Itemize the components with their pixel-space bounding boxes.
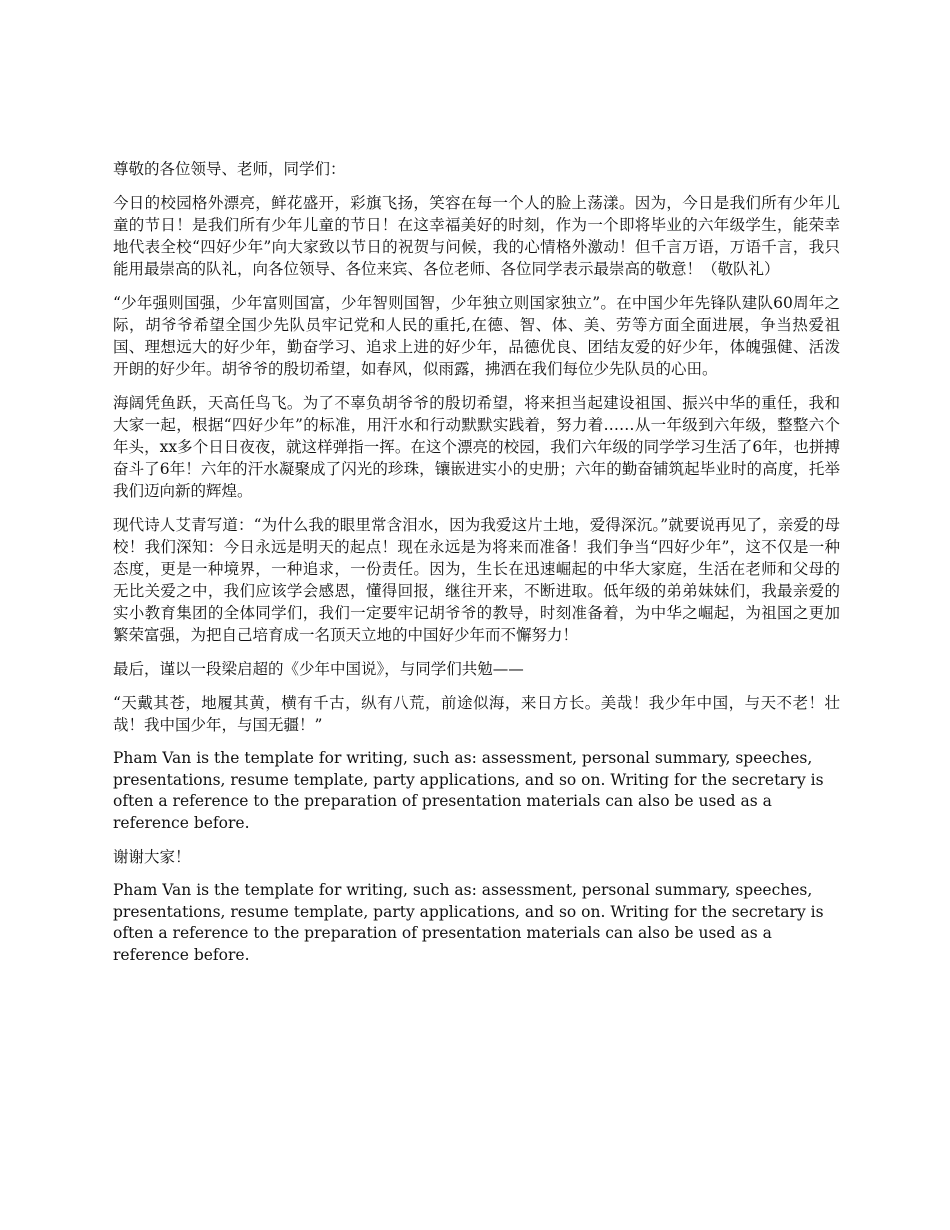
salutation-paragraph: 尊敬的各位领导、老师，同学们： [113,160,346,178]
body-paragraph-3: 海阔凭鱼跃，天高任鸟飞。为了不辜负胡爷爷的殷切希望，将来担当起建设祖国、振兴中华的重任，我和大家一起，根据“四好少年”的标准，用汗水和行动默默实践着，努力着……从一年级到六年级，整整六个年头，xx多个日日夜夜，就这样弹指一挥。在这个漂亮的校园，我们六年级的同学学习生活了6年，也拼搏奋斗了6年！六年的汗水凝聚成了闪光的珍珠，镶嵌进实小的史册；六年的勤奋铺筑起毕业时的高度，托举我们迈向新的辉煌。 [113,394,840,500]
template-note-paragraph-1: Pham Van is the template for writing, such as: assessment, personal summary, speeches, presentations, resume template, party applications, and so on. Writing for the secretary is often a reference to the preparation of presentation materials can also be used as a reference before. [113,749,824,832]
body-paragraph-2: “少年强则国强，少年富则国富，少年智则国智，少年独立则国家独立”。在中国少年先锋队建队60周年之际，胡爷爷希望全国少先队员牢记党和人民的重托,在德、智、体、美、劳等方面全面进展，争当热爱祖国、理想远大的好少年，勤奋学习、追求上进的好少年，品德优良、团结友爱的好少年，体魄强健、活泼开朗的好少年。胡爷爷的殷切希望，如春风，似雨露，拂洒在我们每位少先队员的心田。 [113,294,840,378]
body-paragraph-4: 现代诗人艾青写道：“为什么我的眼里常含泪水，因为我爱这片土地，爱得深沉。”就要说再见了，亲爱的母校！我们深知：今日永远是明天的起点！现在永远是为将来而准备！我们争当“四好少年”，这不仅是一种态度，更是一种境界，一种追求，一份责任。因为，生长在迅速崛起的中华大家庭，生活在老师和父母的无比关爱之中，我们应该学会感恩，懂得回报，继往开来，不断进取。低年级的弟弟妹妹们，我最亲爱的实小教育集团的全体同学们，我们一定要牢记胡爷爷的教导，时刻准备着，为中华之崛起，为祖国之更加繁荣富强，为把自己培育成一名顶天立地的中国好少年而不懈努力！ [113,516,840,644]
closing-intro-paragraph: 最后，谨以一段梁启超的《少年中国说》，与同学们共勉—— [113,660,524,678]
body-paragraph-1: 今日的校园格外漂亮，鲜花盛开，彩旗飞扬，笑容在每一个人的脸上荡漾。因为，今日是我们所有少年儿童的节日！是我们所有少年儿童的节日！在这幸福美好的时刻，作为一个即将毕业的六年级学生，能荣幸地代表全校“四好少年”向大家致以节日的祝贺与问候，我的心情格外激动！但千言万语，万语千言，我只能用最崇高的队礼，向各位领导、各位来宾、各位老师、各位同学表示最崇高的敬意！（敬队礼） [113,194,840,278]
quote-paragraph: “天戴其苍，地履其黄，横有千古，纵有八荒，前途似海，来日方长。美哉！我少年中国，与天不老！壮哉！我中国少年，与国无疆！” [113,694,840,734]
thanks-paragraph: 谢谢大家！ [113,848,191,866]
template-note-paragraph-2: Pham Van is the template for writing, such as: assessment, personal summary, speeches, presentations, resume template, party applications, and so on. Writing for the secretary is often a reference to the preparation of presentation materials can also be used as a reference before. [113,881,824,964]
document-body [113,158,840,978]
